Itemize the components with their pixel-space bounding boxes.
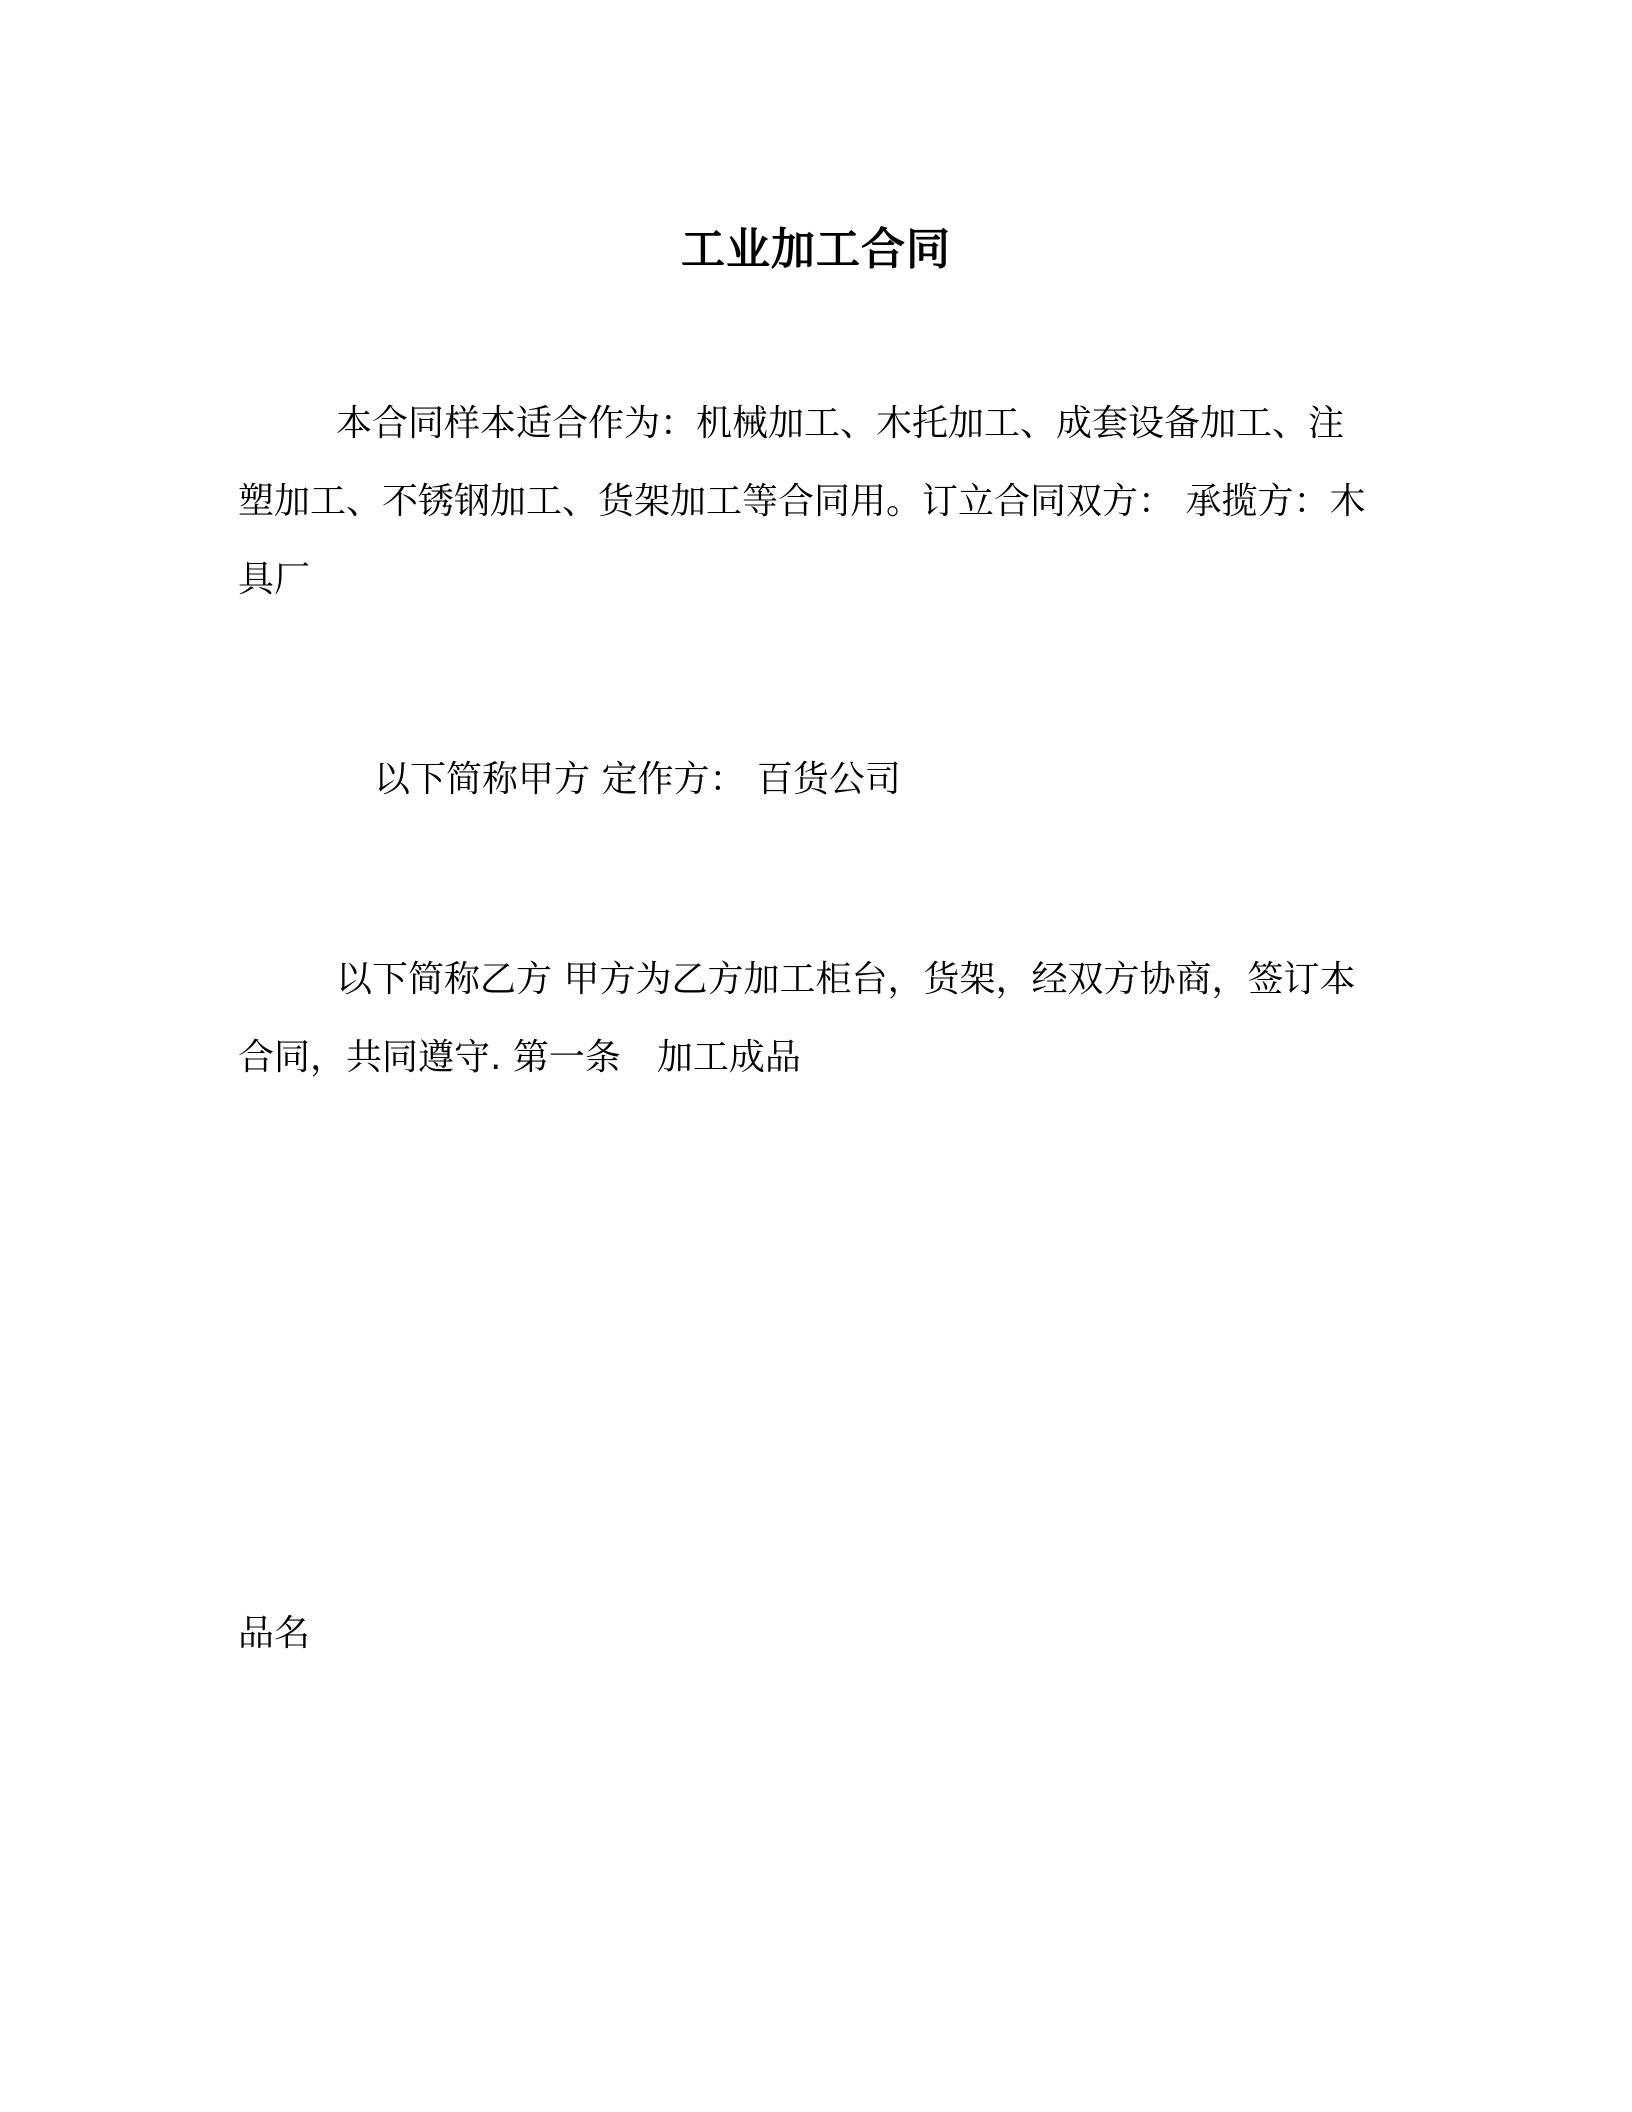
paragraph-scope: 本合同样本适合作为：机械加工、木托加工、成套设备加工、注塑加工、不锈钢加工、货架加工等合同用。订立合同双方： 承揽方：木具厂: [238, 403, 1366, 600]
paragraph-agreement: 以下简称乙方 甲方为乙方加工柜台，货架，经双方协商，签订本合同，共同遵守. 第一条 加工成品: [238, 959, 1356, 1078]
paragraph-party-b: 以下简称甲方 定作方： 百货公司: [374, 759, 901, 800]
paragraph-product-name: 品名: [238, 1613, 311, 1654]
document-title: 工业加工合同: [681, 224, 951, 275]
